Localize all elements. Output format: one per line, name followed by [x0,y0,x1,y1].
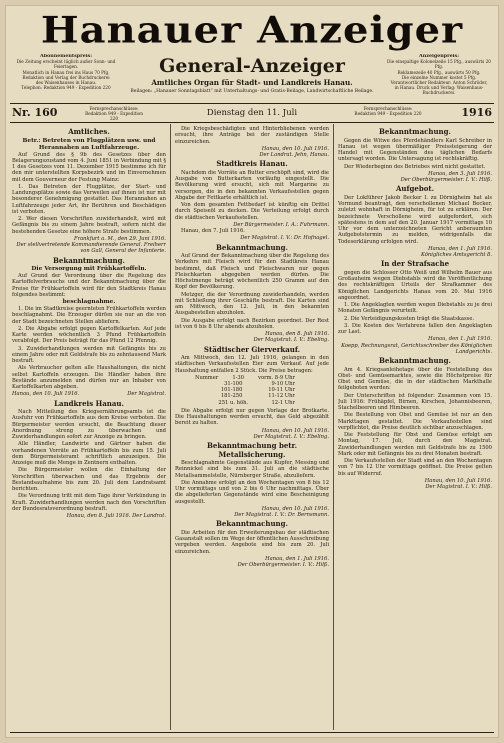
subscription-line: des Waisenhauses in Hanau. [35,80,97,86]
article-signature: Der Magistrat. I. V.: Ebeling. [253,433,329,440]
article-paragraph: 1. Die Angeklagten werden wegen Diebstahls zu je drei Monaten Gefängnis verurteilt. [338,302,492,315]
article-paragraph: Die Bestellung von Obst und Gemüse ist nur an den Markttagen gestattet. Die Verkaufsstellen sind verpflichtet, die Preise deutlich sichtbar anzuschlagen. [338,412,492,431]
schedule-time: 9-10 Uhr [271,380,295,387]
schedule-row [195,400,295,406]
ad-price-line: Verantwortlicher Redakteur: Anton Schröder, [390,80,488,86]
dateline-right-note [348,106,428,116]
masthead-subtitle: General-Anzeiger [159,55,345,77]
schedule-range: 251 u. höh. [218,399,249,406]
article-signature: Der Landrat. Jehn, Hanau. [259,152,329,158]
schedule-range: 101-180 [220,387,243,394]
article-signature: Hanau, den 1. Juli 1916. [428,336,492,343]
ad-price-line: Reklamezeile 40 Pfg., auswärts 50 Pfg. [397,69,481,75]
article-paragraph: 1. Die im Stadtkreise geernteten Frühkartoffeln werden beschlagnahmt. Die Erzeuger dürfen sie nur an die von der Stadt bezeichneten Stellen abliefern. [12,306,166,325]
egg-sale-schedule-table [195,375,329,406]
article-signature: Der Oberbürgermeister. I. V.: Hilß. [237,562,329,569]
article-signature: Hanau, den 10. Juli 1916. [261,145,329,152]
article-subheading: beschlagnahme. [62,299,116,305]
section-heading: Bekanntmachung betr. Metallsicherung. [206,441,298,459]
article-signature: Der Magistrat. I. V.: Dr. Bernsmann. [234,512,329,519]
article-paragraph: Auf Grund der Bekanntmachung über die Regelung des Verkehrs mit Fleisch wird für den Stadtkreis Hanau bestimmt, daß Fleisch und Fleischwaren nur gegen Fleischkarten abgegeben werden dürfen. Die Höchstmenge beträgt wöchentlich 250 Gramm auf den Kopf der Bevölkerung. [175,253,329,291]
dateline-left-note-line: Redaktion 949 - Expedition 220 [85,111,143,121]
dateline-left-note-line: Fernsprechanschlüsse: [89,106,139,111]
article-paragraph: Die Verkaufsstellen der Stadt sind an den Wochentagen von 7 bis 12 Uhr vormittags geöffnet. Die Preise gelten bis auf Widerruf. [338,458,492,477]
article-heading: Die Versorgung mit Frühkartoffeln. [31,266,147,272]
ad-price-line: Die einzelne Nummer kostet 5 Pfg. [401,74,477,80]
column-divider [333,124,334,730]
article-signature: Königliches Amtsgericht 8. [421,252,492,258]
dateline-right-note-line: Fernsprechanschlüsse: [363,106,413,111]
subscription-line: Telephon: Redaktion 949 - Expedition 220 [21,85,111,91]
article-signature: Hanau, den 3. Juli 1916. [428,170,492,177]
section-heading: Landkreis Hanau. [54,398,124,408]
article-paragraph: Auf Grund der Verordnung über die Regelung des Kartoffelverbrauchs und der Bekanntmachung über die Preise für Frühkartoffeln wird für den Stadtkreis Hanau folgendes bestimmt: [12,273,166,298]
subscription-line: Monatlich in Hanau frei ins Haus 70 Pfg. [22,69,110,75]
article-paragraph: Beschlagnahmte Gegenstände aus Kupfer, Messing und Reinnickel sind bis zum 31. Juli an die städtische Metallsammelstelle, Nürnberger Straße, abzuliefern. [175,460,329,479]
subscription-line: Die Zeitung erscheint täglich außer Sonn- und Feiertagen. [16,59,116,70]
ad-price-heading: Anzeigenpreis: [419,54,459,59]
schedule-time: 11-12 Uhr [268,393,295,400]
section-heading: Städtischer Gierverkauf. [203,344,301,354]
article-paragraph: Metzger, die der Verordnung zuwiderhandeln, werden mit Schließung ihrer Geschäfte bestraft. Die Karten sind am Mittwoch, den 12. Juli, in den bekannten Ausgabestellen abzuholen. [175,291,329,317]
article-paragraph: Die Arbeiten für den Erweiterungsbau der städtischen Gasanstalt sollen im Wege der öffentlichen Ausschreibung vergeben werden. Angebote sind bis zum 20. Juli einzureichen. [175,529,329,555]
article-heading: Betr.: Betreten von Flugplätzen usw. und Herannahen an Luftfahrzeuge. [22,137,156,151]
section-heading: Bekanntmachung. [216,519,288,529]
article-signature: Hanau, den 10. Juli 1916. [424,477,492,484]
issue-year: 1916 [461,106,492,119]
section-heading: Bekanntmachung. [216,242,288,252]
article-paragraph: Nachdem die Vorräte an Butter erschöpft sind, wird die Ausgabe von Butterkarten vorläufig eingestellt. Die Bevölkerung wird ersucht, sich mit Margarine zu versorgen, die in den bekannten Verkaufsstellen gegen Abgabe der Fettkarte erhältlich ist. [175,169,329,201]
section-heading: Bekanntmachung. [379,356,451,365]
article-signature-row [12,391,166,397]
section-heading: Amtliches. [68,127,110,136]
article-signature: Der Bürgermeister. I. A.: Fuhrmann. [233,221,329,228]
subscription-info-box [14,54,118,90]
article-signature: Hanau, den 8. Juli 1916. Der Landrat. [66,513,166,519]
schedule-time: 10-11 Uhr [268,387,295,394]
article-paragraph: Als Verbraucher gelten alle Haushaltungen, die nicht selbst Kartoffeln erzeugen. Die Händler haben ihre Bestände anzumelden und dürfen nur an Inhaber von Kartoffelkarten abgeben. [12,365,166,390]
article-signature: Frankfurt a. M., den 29. Juni 1916. [74,235,166,242]
article-signature: Hanau, den 1. Juli 1916. [428,245,492,252]
article-paragraph: 3. Zuwiderhandlungen werden mit Gefängnis bis zu einem Jahre oder mit Geldstrafe bis zu zehntausend Mark bestraft. [12,345,166,364]
ad-price-line: in Hanau. Druck und Verlag: Waisenhaus-Buchdruckerei. [394,85,484,96]
article-paragraph: Die Ausgabe erfolgt nach Bezirken geordnet. Der Rest ist von 6 bis 8 Uhr abends abzuholen. [175,317,329,330]
ad-price-line: Die einspaltige Kolonelzeile 15 Pfg., auswärts 20 Pfg. [387,59,491,70]
article-paragraph: 2. Die Verteidigungskosten trägt die Staatskasse. [344,315,475,322]
schedule-time: vorm. 8-9 Uhr [258,374,295,381]
article-paragraph: Die Bürgermeister wollen die Einhaltung der Vorschriften überwachen und das Ergebnis der Bestandsaufnahme bis zum 20. Juli dem Landratsamt berichten. [12,467,166,492]
newspaper-page [6,6,498,737]
schedule-range: 31-100 [224,380,243,387]
article-paragraph: 1. Das Betreten der Flugplätze, der Start- und Landungsplätze sowie das Verweilen auf ihnen ist nur mit besonderer Genehmigung gestattet. Das Herannahen an Luftfahrzeuge jeder Art, ihr Berühren und Beschädigen ist verboten. [12,183,166,215]
masthead-organ: Amtliches Organ für Stadt- und Landkreis Hanau. [151,78,353,87]
article-paragraph: Die Feststellung für Obst und Gemüse erfolgt am Montag, 17. Juli, durch den Magistrat. Zuwiderhandlungen werden mit Geldstrafe bis zu 1500 Mark oder mit Gefängnis bis zu drei Monaten bestraft. [338,432,492,457]
dateline-right-note-line: Redaktion 949 - Expedition 220 [354,111,422,116]
schedule-label: Nummer [195,374,219,381]
issue-date: Dienstag den 11. Juli [206,108,298,118]
column-divider [170,124,171,730]
article-paragraph: Von dem gesamten Fettbedarf ist künftig ein Drittel durch Speiseöl zu decken. Die Verteilung erfolgt durch die städtischen Verkaufsstellen. [175,202,329,221]
article-paragraph: Gegen die Witwe des Pferdehändlers Karl Schreiber in Hanau ist wegen übermäßiger Preissteigerung der Handel mit Gegenständen des täglichen Bedarfs untersagt worden. Die Untersagung ist rechtskräftig. [338,137,492,163]
section-heading: In der Strafsache [380,259,450,269]
issue-number: Nr. 160 [12,106,58,119]
ad-price-info-box [386,54,492,96]
article-signature: Der Magistrat. [127,391,166,398]
subscription-heading: Abonnementspreis: [39,54,93,59]
article-signature: Hanau, den 1. Juli 1916. [265,555,329,562]
article-signature: Der Oberbürgermeister. I. V.: Hilß. [400,177,492,183]
article-signature: Der stellvertretende Kommandierende General. Freiherr von Gall, General der Infanterie. [16,242,166,255]
section-heading: Stadtkreis Hanau. [216,159,288,169]
schedule-time: 12-1 Uhr [271,399,295,406]
article-signature: Koepp, Rechnungsrat, Gerichtsschreiber des Königlichen Landgerichts. [341,342,492,355]
article-paragraph: Die Verordnung tritt mit dem Tage ihrer Verkündung in Kraft. Zuwiderhandlungen werden nach den Vorschriften der Bundesratsverordnung bestraft. [12,493,166,512]
article-paragraph: 2. Die Abgabe erfolgt gegen Kartoffelkarten. Auf jede Karte werden wöchentlich 3 Pfund Frühkartoffeln verabfolgt. Der Preis beträgt für das Pfund 12 Pfennig. [12,325,166,345]
article-signature: Hanau, den 10. Juli 1916. [261,427,329,434]
column-1 [12,126,166,730]
header-rule-bottom [10,122,494,123]
article-signature: Hanau, den 10. Juli 1916. [12,391,80,398]
schedule-range: 181-250 [220,393,243,400]
article-signature: Hanau, den 8. Juli 1916. [265,331,329,337]
article-paragraph: gegen die Schlosser Otto Weiß und Wilhelm Bauer aus Großauheim wegen Diebstahls wird die Veröffentlichung des rechtskräftigen Urteils der Strafkammer des Königlichen Landgerichts Hanau vom 20. Mai 1916 angeordnet. [338,269,492,301]
section-heading: Bekanntmachung. [53,255,125,265]
header-rule-top [10,103,494,104]
article-paragraph: Der Lokführer Jakob Becker I. zu Dörnigheim hat als Vormund beantragt, den verschollenen Michael Becker, zuletzt wohnhaft in Dörnigheim, für tot zu erklären. Der bezeichnete Verschollene wird aufgefordert, sich spätestens in dem auf den 20. Januar 1917 vormittags 10 Uhr vor dem unterzeichneten Gericht anberaumten Aufgebotstermin zu melden, widrigenfalls die Todeserklärung erfolgen wird. [338,194,492,245]
footer-rule [10,732,494,733]
masthead-supplements: Beilagen: „Hanauer Sonntagsblatt“ mit Unterhaltungs- und Gratis-Beilage, Landwirtschaftliche Beilage. [130,89,374,94]
subscription-line: Redaktion und Verlag der Buchdruckerei [22,74,110,80]
schedule-range: 1-30 [232,374,244,381]
article-paragraph: Am 4. Kriegsanleihetage über die Feststellung des Obst- und Gemüsemarktes, sowie die Höchstpreise für Obst und Gemüse, die in der städtischen Markthalle feilgeboten werden: [338,366,492,392]
article-paragraph: Auf Grund des § 9b des Gesetzes über den Belagerungszustand vom 4. Juni 1851 in Verbindung mit § 1 des Gesetzes vom 11. Dezember 1915 bestimme ich für den mir unterstellten Korpsbezirk und im Einvernehmen mit dem Gouverneur der Festung Mainz: [12,151,166,183]
masthead-subtitle-block [118,56,386,95]
article-paragraph: Der Wiederbeginn des Betriebes wird nicht gestattet. [344,163,486,170]
article-paragraph: Am Mittwoch, den 12. Juli 1916, gelangen in den städtischen Verkaufsstellen Eier zum Verkauf. Auf jede Haushaltung entfallen 2 Stück. Die Preise betragen: [175,355,329,374]
column-3 [338,126,492,730]
article-paragraph: Die Abgabe erfolgt nur gegen Vorlage der Brotkarte. Die Haushaltungen werden ersucht, das Geld abgezählt bereit zu halten. [175,407,329,427]
section-heading: Aufgebot. [395,184,435,194]
masthead-title: Hanauer Anzeiger [40,9,464,52]
article-signature: Hanau, den 10. Juli 1916. [261,505,329,512]
section-heading: Bekanntmachung. [379,127,451,136]
article-paragraph: 3. Die Kosten des Verfahrens fallen den Angeklagten zur Last. [338,322,492,335]
article-paragraph: Die Annahme erfolgt an den Wochentagen von 8 bis 12 Uhr vormittags und von 2 bis 6 Uhr nachmittags. Über die abgelieferten Gegenstände wird eine Bescheinigung ausgestellt. [175,479,329,505]
dateline [10,105,494,121]
article-paragraph: 2. Wer diesen Vorschriften zuwiderhandelt, wird mit Gefängnis bis zu einem Jahre bestraft, sofern nicht die bestehenden Gesetze eine höhere Strafe bestimmen. [12,216,166,235]
article-paragraph: Der Unterschriften ist folgender: Zusammen vom 15. Juli 1916: Frühäpfel, Birnen, Kirschen, Johannisbeeren, Stachelbeeren und Himbeeren. [338,392,492,411]
article-paragraph: Nach Mitteilung des Kriegsernährungsamts ist die Ausfuhr von Frühkartoffeln aus dem Kreise verboten. Die Bürgermeister werden ersucht, die Beachtung dieser Anordnung streng zu überwachen und Zuwiderhandlungen sofort zur Anzeige zu bringen. [12,409,166,440]
article-paragraph: Die Kriegsbeschädigten und Hinterbliebenen werden ersucht, ihre Anträge bei der zuständigen Stelle einzureichen. [175,126,329,145]
article-signature: Der Magistrat. I. V.: Hilß. [425,484,492,490]
article-paragraph: Alle Händler, Landwirte und Gärtner haben die vorhandenen Vorräte an Frühkartoffeln bis zum 15. Juli dem Bürgermeisteramt schriftlich anzuzeigen. Die Anzeige muß die Menge in Zentnern enthalten. [12,441,166,466]
article-signature: Der Magistrat. I. V.: Dr. Hofnagel. [240,235,329,242]
article-signature: Der Magistrat. I. V.: Ebeling. [253,337,329,344]
article-paragraph: Hanau, den 7. Juli 1916. [181,228,245,234]
column-2 [175,126,329,730]
